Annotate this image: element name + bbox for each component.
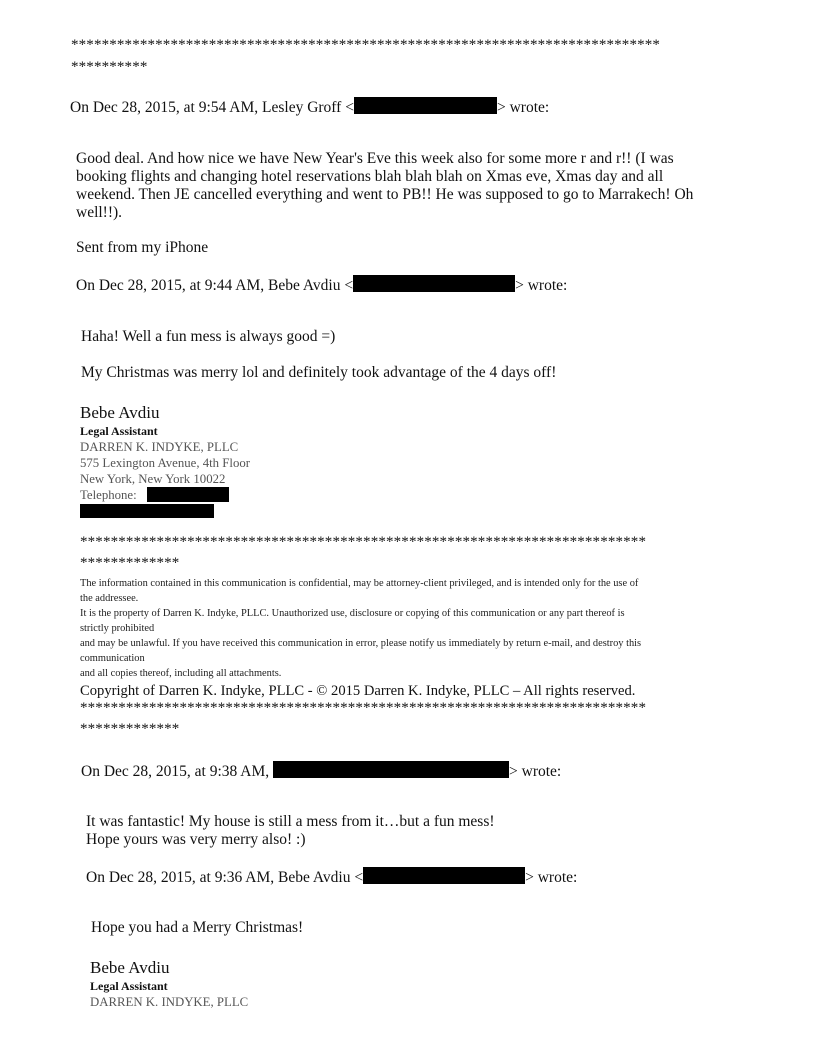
disclaimer-line: and all copies thereof, including all attachments. <box>80 668 282 679</box>
email-header-938 <box>81 761 561 781</box>
email-body-groff <box>76 150 693 222</box>
redaction-box <box>273 761 509 778</box>
redaction-box <box>353 275 515 292</box>
email-body-line: It was fantastic! My house is still a mess from it…but a fun mess! <box>86 813 495 830</box>
disclaimer-copyright: Copyright of Darren K. Indyke, PLLC - © 2015 Darren K. Indyke, PLLC – All rights reserved. <box>80 683 636 699</box>
disclaimer-line: It is the property of Darren K. Indyke, PLLC. Unauthorized use, disclosure or copying of this communication or any part thereof is <box>80 608 625 619</box>
email-header-suffix: > wrote: <box>496 99 550 116</box>
email-header-suffix: > wrote: <box>509 763 562 780</box>
redaction-box <box>147 487 229 502</box>
separator-stars-top-tail: ********** <box>71 59 148 75</box>
email-header-groff <box>70 97 549 117</box>
disclaimer-stars-bottom-tail: ************* <box>80 721 180 737</box>
email-header-text: On Dec 28, 2015, at 9:54 AM, Lesley Groff < <box>70 99 354 116</box>
disclaimer-stars-bottom: ************************************************************************** <box>80 700 647 716</box>
email-header-suffix: > wrote: <box>515 277 568 294</box>
signature-title: Legal Assistant <box>90 979 168 993</box>
body-line: well!!). <box>76 204 123 221</box>
email-header-avdiu-944 <box>76 275 567 295</box>
signature-address-2: New York, New York 10022 <box>80 472 226 486</box>
body-line: Good deal. And how nice we have New Year's Eve this week also for some more r and r!! (I was <box>76 150 674 167</box>
email-header-avdiu-936 <box>86 867 577 887</box>
redaction-box <box>80 504 214 518</box>
signature-firm: DARREN K. INDYKE, PLLC <box>90 995 249 1009</box>
disclaimer-stars-tail: ************* <box>80 555 180 571</box>
body-line: booking flights and changing hotel reservations blah blah blah on Xmas eve, Xmas day and all <box>76 168 664 185</box>
disclaimer-stars: ************************************************************************** <box>80 534 647 550</box>
signature-telephone <box>80 487 137 503</box>
signature-address-1: 575 Lexington Avenue, 4th Floor <box>80 456 251 470</box>
signature-name: Bebe Avdiu <box>90 958 170 977</box>
email-header-text: On Dec 28, 2015, at 9:38 AM, <box>81 763 274 780</box>
disclaimer-line: communication <box>80 653 145 664</box>
email-body-line: Haha! Well a fun mess is always good =) <box>81 328 336 345</box>
email-header-suffix: > wrote: <box>525 869 578 886</box>
redaction-box <box>363 867 525 884</box>
email-body-line: My Christmas was merry lol and definitely took advantage of the 4 days off! <box>81 364 557 381</box>
email-body-line: Hope yours was very merry also! :) <box>86 831 306 848</box>
email-header-text: On Dec 28, 2015, at 9:44 AM, Bebe Avdiu < <box>76 277 354 294</box>
signature-name: Bebe Avdiu <box>80 403 160 422</box>
signature-firm: DARREN K. INDYKE, PLLC <box>80 440 239 454</box>
disclaimer-line: the addressee. <box>80 593 139 604</box>
sent-from-line: Sent from my iPhone <box>76 239 209 256</box>
signature-title: Legal Assistant <box>80 424 158 438</box>
body-line: weekend. Then JE cancelled everything and went to PB!! He was supposed to go to Marrakech! Oh <box>76 186 694 203</box>
email-header-text: On Dec 28, 2015, at 9:36 AM, Bebe Avdiu < <box>86 869 364 886</box>
disclaimer-line: The information contained in this communication is confidential, may be attorney-client privileged, and is intended only for the use of <box>80 578 639 589</box>
telephone-label: Telephone: <box>80 488 137 502</box>
disclaimer-line: strictly prohibited <box>80 623 155 634</box>
disclaimer-line: and may be unlawful. If you have received this communication in error, please notify us immediately by return e-mail, and destroy this <box>80 638 642 649</box>
redaction-box <box>354 97 497 114</box>
separator-stars-top: ***************************************************************************** <box>71 37 661 53</box>
email-body-line: Hope you had a Merry Christmas! <box>91 919 304 936</box>
